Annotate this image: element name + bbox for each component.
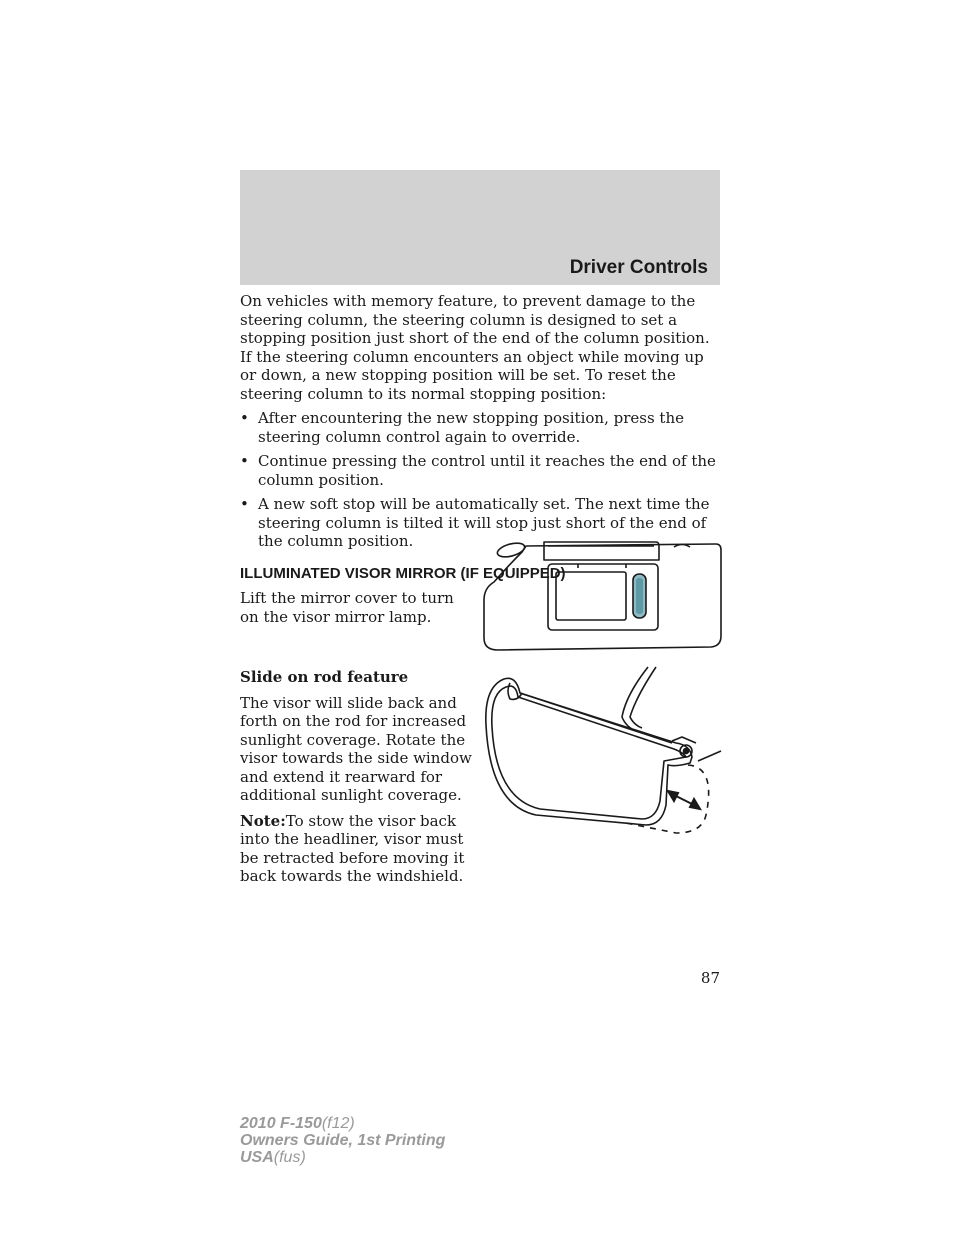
slide-on-rod-paragraph: The visor will slide back and forth on the rod for increased sunlight coverage. Rotate the visor towards the side window and extend it rearward for additional sunlight coverage. bbox=[240, 693, 472, 804]
note-label: Note: bbox=[240, 811, 286, 830]
print-footer bbox=[240, 1115, 445, 1166]
slide-on-rod-heading: Slide on rod feature bbox=[240, 668, 409, 686]
footer-market-code: (fus) bbox=[273, 1149, 306, 1166]
note-text: To stow the visor back into the headliner, visor must be retracted before moving it back towards the windshield. bbox=[240, 811, 465, 885]
footer-line-printing: Owners Guide, 1st Printing bbox=[240, 1132, 446, 1149]
section-header-band bbox=[240, 170, 720, 285]
list-item-text: After encountering the new stopping position, press the steering column control again to override. bbox=[258, 409, 684, 446]
steering-intro-paragraph: On vehicles with memory feature, to prevent damage to the steering column, the steering column is designed to set a stopping position just short of the end of the column position. If the steering column encounters an object while moving up or down, a new stopping position will be set. To reset the steering column to its normal stopping position: bbox=[240, 292, 710, 403]
note-paragraph bbox=[240, 812, 475, 886]
visor-slide-rod-illustration bbox=[476, 665, 728, 860]
visor-mirror-paragraph: Lift the mirror cover to turn on the visor mirror lamp. bbox=[240, 589, 454, 626]
visor-mirror-illustration bbox=[478, 538, 723, 656]
footer-line-market bbox=[240, 1149, 445, 1166]
visor-column bbox=[240, 589, 475, 886]
list-item bbox=[240, 409, 720, 446]
list-item-text: A new soft stop will be automatically set. The next time the steering column is tilted it will stop just short of the end of the column position. bbox=[258, 495, 710, 550]
list-item bbox=[240, 452, 720, 489]
bullet-icon: • bbox=[240, 409, 249, 427]
bullet-icon: • bbox=[240, 452, 249, 470]
section-title: Driver Controls bbox=[569, 257, 708, 278]
page-number: 87 bbox=[700, 969, 720, 987]
visor-mirror-heading: ILLUMINATED VISOR MIRROR (IF EQUIPPED) bbox=[240, 564, 566, 582]
footer-model: 2010 F-150 bbox=[240, 1115, 322, 1132]
footer-market: USA bbox=[240, 1149, 274, 1166]
steering-reset-list bbox=[240, 409, 720, 551]
bullet-icon: • bbox=[240, 495, 249, 513]
footer-line-model bbox=[240, 1115, 445, 1132]
footer-model-code: (f12) bbox=[321, 1115, 355, 1132]
list-item-text: Continue pressing the control until it reaches the end of the column position. bbox=[258, 452, 716, 489]
